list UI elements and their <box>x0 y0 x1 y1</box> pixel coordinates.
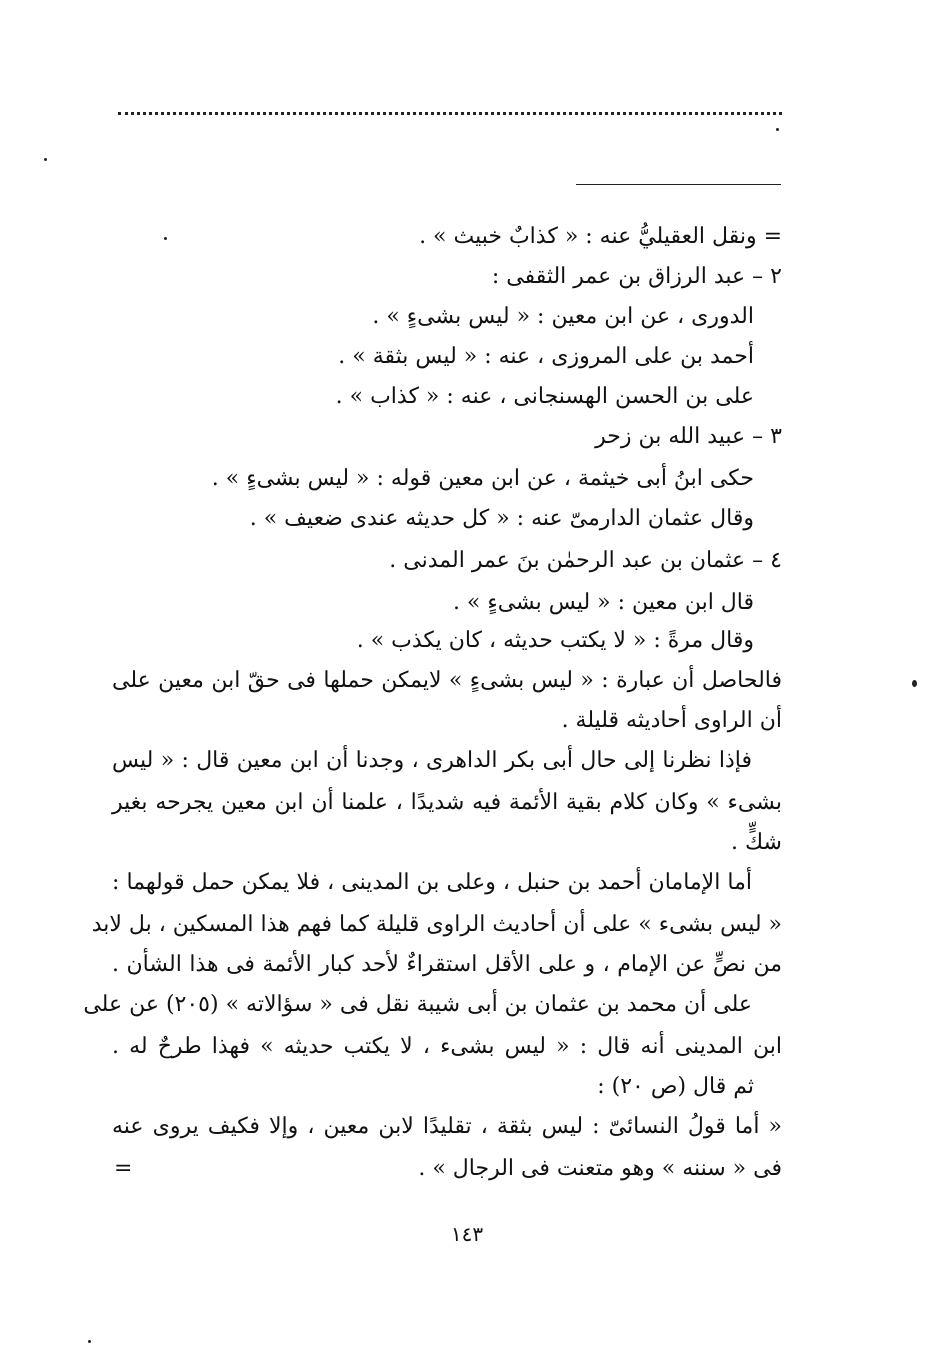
print-speck <box>912 680 917 687</box>
text-line-13: أن الراوى أحاديثه قليلة . <box>561 708 782 733</box>
print-speck <box>776 128 779 131</box>
continuation-mark: = <box>114 1156 133 1181</box>
text-line-11: وقال مرةً : « لا يكتب حديثه ، كان يكذب » . <box>356 628 754 653</box>
footnote-rule <box>576 184 781 185</box>
text-line-7: حكى ابنُ أبى خيثمة ، عن ابن معين قوله : « ليس بشىءٍ » . <box>211 466 754 491</box>
text-line-21: ابن المدينى أنه قال : « ليس بشىء ، لا يكتب حديثه » فهذا طرحٌ له . <box>112 1034 782 1059</box>
text-line-16: شكٍّ . <box>731 830 782 855</box>
text-line-22: ثم قال (ص ٢٠) : <box>597 1074 754 1099</box>
text-line-6: ٣ – عبيد الله بن زحر <box>595 424 782 449</box>
text-line-20: على أن محمد بن عثمان بن أبى شيبة نقل فى « سؤالاته » (٢٠٥) عن على <box>83 992 752 1017</box>
text-line-4: أحمد بن على المروزى ، عنه : « ليس بثقة » . <box>338 344 754 369</box>
text-line-1: = ونقل العقيليُّ عنه : « كذابٌ خبيث » . <box>419 224 782 249</box>
print-speck <box>88 1340 91 1343</box>
text-line-8: وقال عثمان الدارمىّ عنه : « كل حديثه عندى ضعيف » . <box>249 506 754 531</box>
text-line-17: أما الإمامان أحمد بن حنبل ، وعلى بن المدينى ، فلا يمكن حمل قولهما : <box>112 870 752 895</box>
text-line-3: الدورى ، عن ابن معين : « ليس بشىءٍ » . <box>372 304 754 329</box>
text-line-23: « أما قولُ النسائىّ : ليس بثقة ، تقليدًا لابن معين ، وإلا فكيف يروى عنه <box>112 1114 782 1139</box>
text-line-10: قال ابن معين : « ليس بشىءٍ » . <box>452 590 754 615</box>
text-line-14: فإذا نظرنا إلى حال أبى بكر الداهرى ، وجدنا أن ابن معين قال : « ليس <box>112 748 752 773</box>
text-line-15: بشىء » وكان كلام بقية الأئمة فيه شديدًا ، علمنا أن ابن معين يجرحه بغير <box>112 790 782 815</box>
page-number: ١٤٣ <box>450 1222 484 1246</box>
print-speck <box>44 158 47 161</box>
text-line-19: من نصٍّ عن الإمام ، و على الأقل استقراءٌ لأحد كبار الأئمة فى هذا الشأن . <box>112 952 782 977</box>
print-speck <box>164 237 167 240</box>
text-line-24: فى « سننه » وهو متعنت فى الرجال » . <box>418 1156 782 1181</box>
dotted-separator <box>118 112 782 115</box>
text-line-5: على بن الحسن الهسنجانى ، عنه : « كذاب » . <box>335 384 754 409</box>
text-line-18: « ليس بشىء » على أن أحاديث الراوى قليلة كما فهم هذا المسكين ، بل لابد <box>91 912 782 937</box>
text-line-2: ٢ – عبد الرزاق بن عمر الثقفى : <box>491 264 782 289</box>
text-line-9: ٤ – عثمان بن عبد الرحمٰن بنَ عمر المدنى . <box>389 548 782 573</box>
text-line-12: فالحاصل أن عبارة : « ليس بشىءٍ » لايمكن حملها فى حقّ ابن معين على <box>112 668 782 693</box>
